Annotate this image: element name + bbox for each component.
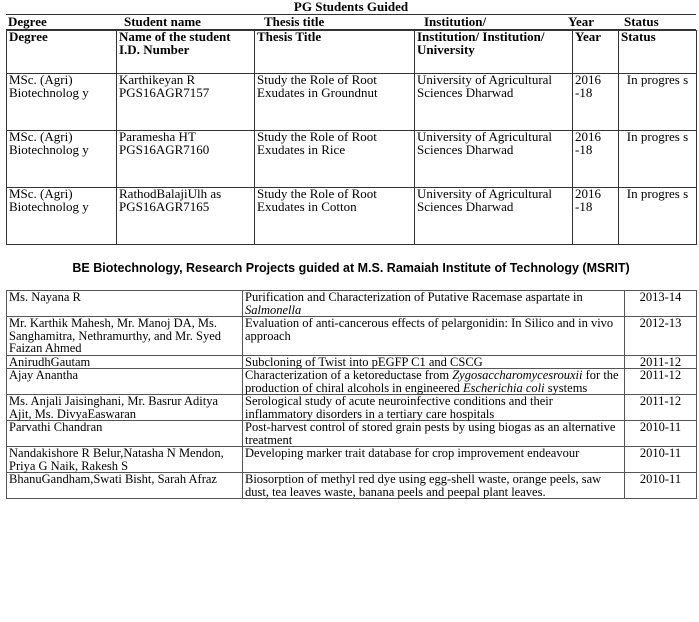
table-row bbox=[7, 395, 697, 421]
header-thesis: Thesis Title bbox=[255, 31, 415, 74]
cell-year: 2016 -18 bbox=[573, 131, 619, 188]
table-row bbox=[7, 447, 697, 473]
top-header-thesis: Thesis title bbox=[264, 14, 325, 29]
cell-project: Serological study of acute neuroinfective conditions and their inflammatory disorders in a tertiary care hospitals bbox=[243, 395, 625, 421]
table-row bbox=[7, 131, 697, 188]
pg-students-section bbox=[6, 0, 696, 245]
cell-names: Ms. Anjali Jaisinghani, Mr. Basrur Aditya Ajit, Ms. DivyaEaswaran bbox=[7, 395, 243, 421]
cell-project: Evaluation of anti-cancerous effects of pelargonidin: In Silico and in vivo approach bbox=[243, 317, 625, 356]
project-text: Purification and Characterization of Putative Racemase aspartate in bbox=[245, 290, 583, 304]
be-projects-table bbox=[6, 290, 697, 499]
cell-degree: MSc. (Agri) Biotechnolog y bbox=[7, 131, 117, 188]
cell-institution: University of Agricultural Sciences Dharwad bbox=[415, 188, 573, 245]
header-year: Year bbox=[573, 31, 619, 74]
pg-section-title: PG Students Guided bbox=[293, 0, 409, 14]
table-row bbox=[7, 369, 697, 395]
cell-year: 2010-11 bbox=[625, 421, 697, 447]
cell-degree: MSc. (Agri) Biotechnolog y bbox=[7, 188, 117, 245]
cell-project: Subcloning of Twist into pEGFP C1 and CSCG bbox=[243, 355, 625, 369]
cell-student: Karthikeyan R PGS16AGR7157 bbox=[117, 74, 255, 131]
cell-status: In progres s bbox=[619, 131, 697, 188]
cell-year: 2011-12 bbox=[625, 369, 697, 395]
table-row bbox=[7, 421, 697, 447]
project-italic-b: Escherichia coli bbox=[462, 380, 545, 395]
cell-status: In progres s bbox=[619, 74, 697, 131]
cell-project: Biosorption of methyl red dye using egg-shell waste, orange peels, saw dust, tea leaves waste, banana peels and peepal plant leaves. bbox=[243, 473, 625, 499]
cell-names: Ajay Anantha bbox=[7, 369, 243, 395]
cell-thesis: Study the Role of Root Exudates in Cotton bbox=[255, 188, 415, 245]
cell-year: 2013-14 bbox=[625, 291, 697, 317]
cell-year: 2010-11 bbox=[625, 447, 697, 473]
table-row bbox=[7, 355, 697, 369]
table-header-row bbox=[7, 31, 697, 74]
table-row bbox=[7, 473, 697, 499]
cell-project bbox=[243, 369, 625, 395]
top-header-degree: Degree bbox=[8, 14, 47, 29]
cell-year: 2011-12 bbox=[625, 355, 697, 369]
cell-year: 2010-11 bbox=[625, 473, 697, 499]
cell-names: AnirudhGautam bbox=[7, 355, 243, 369]
pg-students-table bbox=[6, 30, 697, 245]
cell-year: 2016 -18 bbox=[573, 74, 619, 131]
cell-names: Parvathi Chandran bbox=[7, 421, 243, 447]
top-header-status: Status bbox=[624, 14, 659, 29]
header-degree: Degree bbox=[7, 31, 117, 74]
cell-thesis: Study the Role of Root Exudates in Groundnut bbox=[255, 74, 415, 131]
top-header-institution: Institution/ bbox=[424, 14, 487, 29]
cell-project: Developing marker trait database for crop improvement endeavour bbox=[243, 447, 625, 473]
table-row bbox=[7, 188, 697, 245]
cell-names: Mr. Karthik Mahesh, Mr. Manoj DA, Ms. Sanghamitra, Nethramurthy, and Mr. Syed Faizan Ahmed bbox=[7, 317, 243, 356]
cell-names: BhanuGandham,Swati Bisht, Sarah Afraz bbox=[7, 473, 243, 499]
project-text-a: Characterization of a ketoreductase from bbox=[245, 368, 453, 382]
cell-student: Paramesha HT PGS16AGR7160 bbox=[117, 131, 255, 188]
cell-year: 2016 -18 bbox=[573, 188, 619, 245]
header-status: Status bbox=[619, 31, 697, 74]
cell-names: Nandakishore R Belur,Natasha N Mendon, Priya G Naik, Rakesh S bbox=[7, 447, 243, 473]
cell-project: Post-harvest control of stored grain pests by using biogas as an alternative treatment bbox=[243, 421, 625, 447]
project-text-b: for the production of chiral alcohols in engineered bbox=[245, 368, 619, 395]
cell-year: 2011-12 bbox=[625, 395, 697, 421]
cell-degree: MSc. (Agri) Biotechnolog y bbox=[7, 74, 117, 131]
top-header-year: Year bbox=[568, 14, 594, 29]
cell-project bbox=[243, 291, 625, 317]
table-row bbox=[7, 317, 697, 356]
be-section-title: BE Biotechnology, Research Projects guided at M.S. Ramaiah Institute of Technology (MSRIT) bbox=[72, 261, 630, 275]
project-italic-a: Zygosaccharomycesrouxii bbox=[452, 368, 583, 382]
cell-institution: University of Agricultural Sciences Dharwad bbox=[415, 74, 573, 131]
project-italic: Salmonella bbox=[245, 302, 302, 317]
project-text-c: systems bbox=[544, 380, 588, 395]
cell-names: Ms. Nayana R bbox=[7, 291, 243, 317]
top-header-student: Student name bbox=[124, 14, 201, 29]
pg-top-header-row bbox=[6, 14, 696, 30]
cell-thesis: Study the Role of Root Exudates in Rice bbox=[255, 131, 415, 188]
header-institution: Institution/ Institution/ University bbox=[415, 31, 573, 74]
header-student: Name of the student I.D. Number bbox=[117, 31, 255, 74]
cell-institution: University of Agricultural Sciences Dharwad bbox=[415, 131, 573, 188]
table-row bbox=[7, 291, 697, 317]
cell-year: 2012-13 bbox=[625, 317, 697, 356]
cell-student: RathodBalajiUlh as PGS16AGR7165 bbox=[117, 188, 255, 245]
table-row bbox=[7, 74, 697, 131]
cell-status: In progres s bbox=[619, 188, 697, 245]
